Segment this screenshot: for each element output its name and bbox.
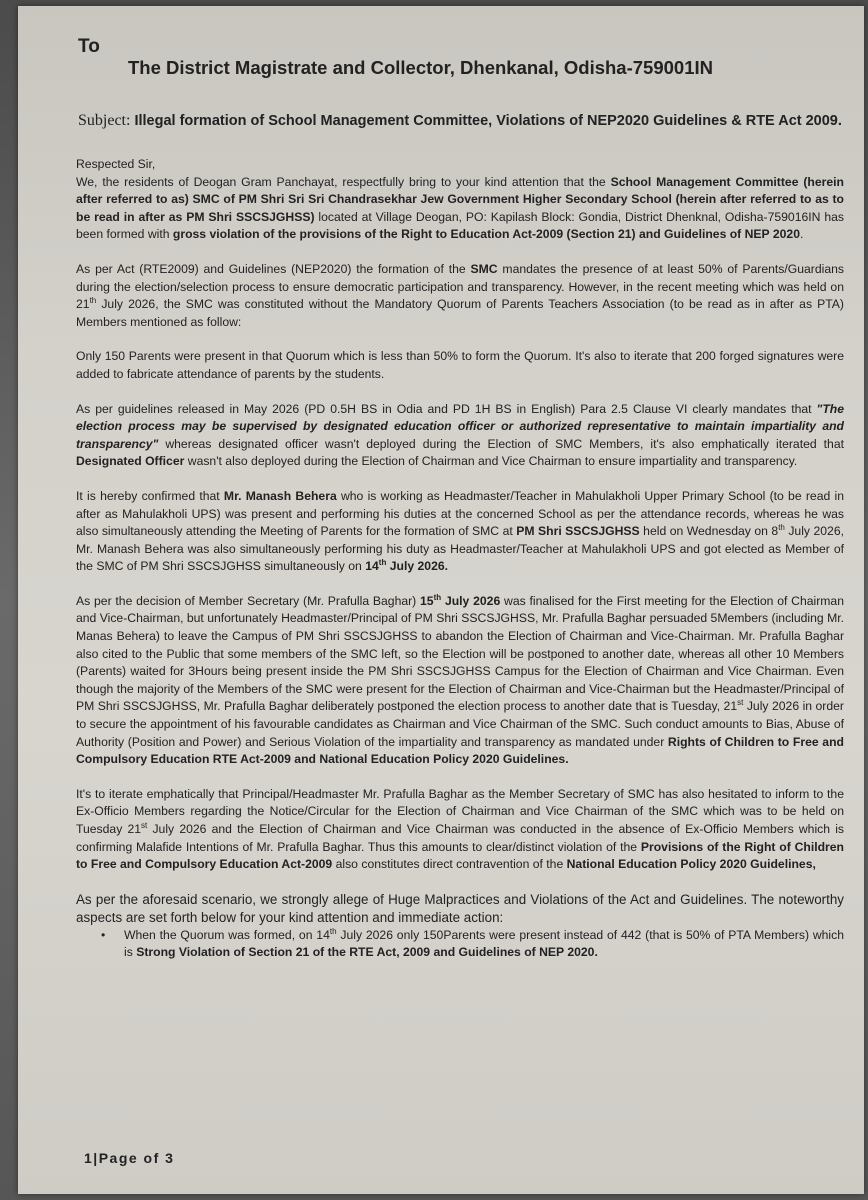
p4-bold-d: Designated Officer (76, 454, 185, 469)
p1-text-c: located at Village Deogan, PO: Kapilash Block: Gondia, District Dhenknal, Odisha-759016IN has been formed with (76, 209, 844, 242)
p1-bold-d: gross violation of the provisions of the Right to Education Act-2009 (Section 21) and Guidelines of NEP 2020 (172, 227, 800, 242)
to-label: To (78, 36, 100, 57)
b1-text-b: July 2026 only 150Parents were present instead of 442 (that is 50% of PTA Members) which is (124, 927, 844, 960)
paragraph-2 (76, 261, 844, 331)
p5-text-e: held on Wednesday on 8 (639, 524, 779, 539)
p1-bold-b: School Management Committee (herein after referred to as) SMC of PM Shri Sri Sri Chandrasekhar Jew Government Higher Secondary School (herein after referred to as to be read in after as PM Shri SSCSJGHSS) (76, 174, 844, 224)
list-item (101, 926, 844, 962)
p6-bold-f: Rights of Children to Free and Compulsory Education RTE Act-2009 and National Education Policy 2020 Guidelines. (76, 734, 844, 767)
paragraph-1 (76, 174, 844, 244)
p6-text-d: was finalised for the First meeting for the Election of Chairman and Vice-Chairman, but unfortunately Headmaster/Principal of PM Shri SSCSJGHSS, Mr. Prafulla Baghar persuaded 5Members (including Mr. Manas Behera) to leave the Campus of PM Shri SSCSJGHSS to abandon the Election of Chairman and Vice-Chairman. Mr. Prafulla Baghar also cited to the Public that some members of the SMC left, so the Election will be postponed to another date, whereas all other 10 Members (Parents) waited for 3Hours being present inside the PM Shri SSCSJGHSS Campus for the Election of Chairman and Vice Chairman. Even though the majority of the Members of the SMC were present for the Election of Chairman and Vice-Chairman but the Headmaster/Principal of PM Shri SSCSJGHSS, Mr. Prafulla Baghar deliberately postponed the election process to another date that is Tuesday, 21 (76, 593, 844, 714)
p7-bold-e: National Education Policy 2020 Guidelines, (566, 857, 816, 872)
paragraph-5 (76, 488, 844, 576)
p1-text-e: . (799, 227, 804, 242)
p7-sup: st (141, 820, 148, 830)
letter-page (18, 6, 864, 1194)
p7-text-b: July 2026 and the Election of Chairman and Vice Chairman was conducted in the absence of Ex-Officio Members which is confirming Malafide Intentions of Mr. Prafulla Baghar. Thus this amounts to clear/distinct violation of the (76, 822, 845, 854)
b1-sup: th (329, 926, 337, 936)
p5-bold-b: Mr. Manash Behera (223, 488, 337, 503)
b1-bold-c: Strong Violation of Section 21 of the RTE Act, 2009 and Guidelines of NEP 2020. (136, 945, 598, 960)
p5-text-f: July 2026, Mr. Manash Behera was also simultaneously performing his duty as Headmaster/Teacher at Mahulakholi UPS and got elected as Member of the SMC of PM Shri SSCSJGHSS simultaneously on (76, 524, 844, 574)
salutation: Respected Sir, (76, 157, 156, 171)
p5-sup1: th (778, 523, 785, 533)
page-number: 1|Page of 3 (84, 1150, 175, 1166)
p2-text-d: July 2026, the SMC was constituted without the Mandatory Quorum of Parents Teachers Association (to be read as in after as PTA) Members mentioned as follow: (76, 297, 844, 329)
p5-bold-h: July 2026. (386, 559, 449, 574)
p7-text-a: It's to iterate emphatically that Principal/Headmaster Mr. Prafulla Baghar as the Member Secretary of SMC has also hesitated to inform to the Ex-Officio Members regarding the Notice/Circular for the Election of Chairman and Vice Chairman of the SMC which was to be held on Tuesday 21 (76, 786, 844, 836)
subject-line (78, 112, 842, 130)
p1-text-a: We, the residents of Deogan Gram Panchayat, respectfully bring to your kind attention that the (76, 174, 611, 189)
p4-text-e: wasn't also deployed during the Election of Chairman and Vice Chairman to ensure impartiality and transparency. (184, 454, 798, 469)
b1-text-a: When the Quorum was formed, on 14 (124, 927, 330, 942)
p2-text-a: As per Act (RTE2009) and Guidelines (NEP2020) the formation of the (76, 261, 471, 276)
p6-sup2: st (737, 698, 744, 708)
paragraph-4 (76, 401, 844, 471)
subject-label: Subject: (78, 112, 131, 129)
p7-text-d: also constitutes direct contravention of the (332, 857, 567, 872)
p5-bold-d: PM Shri SSCSJGHSS (516, 524, 640, 539)
p2-sup: th (89, 296, 97, 306)
p4-quote: "The election process may be supervised by designated education officer or authorized representative to maintain impartiality and transparency" (76, 401, 844, 451)
paragraph-8: As per the aforesaid scenario, we strongly allege of Huge Malpractices and Violations of the Act and Guidelines. The noteworthy aspects are set forth below for your kind attention and immediate action: (76, 891, 844, 925)
p6-text-e: July 2026 in order to secure the appointment of his favourable candidates as Chairman and Vice Chairman of the SMC. Such conduct amounts to Bias, Abuse of Authority (Position and Power) and Serious Violation of the impartiality and transparency as mandated under (76, 699, 844, 749)
p7-bold-c: Provisions of the Right of Children to Free and Compulsory Education Act-2009 (76, 839, 845, 872)
p6-bold-c: July 2026 (441, 593, 501, 608)
p4-text-c: whereas designated officer wasn't deployed during the Election of SMC Members, it's also emphatically iterated that (158, 436, 844, 451)
p6-text-a: As per the decision of Member Secretary (Mr. Prafulla Baghar) (76, 593, 421, 608)
p6-sup1: th (433, 592, 442, 602)
paragraph-7 (76, 786, 844, 874)
letter-body (76, 156, 844, 962)
addressee: The District Magistrate and Collector, Dhenkanal, Odisha-759001IN (128, 57, 713, 78)
p5-sup2: th (378, 558, 387, 568)
bullet-icon: • (101, 927, 106, 942)
p2-bold-b: SMC (470, 261, 498, 276)
p5-text-c: who is working as Headmaster/Teacher in Mahulakholi Upper Primary School (to be read in after as Mahulakholi UPS) was present and performing his duties at the concerned School as per the attendance records, whereas he was also simultaneously attending the Meeting of Parents for the formation of SMC at (76, 488, 844, 539)
p2-text-c: mandates the presence of at least 50% of Parents/Guardians during the election/selection process to ensure democratic participation and transparency. However, in the recent meeting which was held on 21 (76, 261, 845, 312)
p4-text-a: As per guidelines released in May 2026 (PD 0.5H BS in Odia and PD 1H BS in English) Para 2.5 Clause VI clearly mandates that (76, 401, 817, 416)
p5-text-a: It is hereby confirmed that (76, 488, 224, 503)
paragraph-6 (76, 593, 844, 769)
p6-bold-b: 15 (420, 593, 434, 608)
paragraph-3: Only 150 Parents were present in that Quorum which is less than 50% to form the Quorum. It's also to iterate that 200 forged signatures were added to fabricate attendance of parents by the students. (76, 349, 844, 381)
allegation-list (76, 927, 844, 962)
p5-bold-g: 14 (365, 559, 379, 574)
subject-text: Illegal formation of School Management Committee, Violations of NEP2020 Guidelines & RTE Act 2009. (134, 113, 842, 129)
